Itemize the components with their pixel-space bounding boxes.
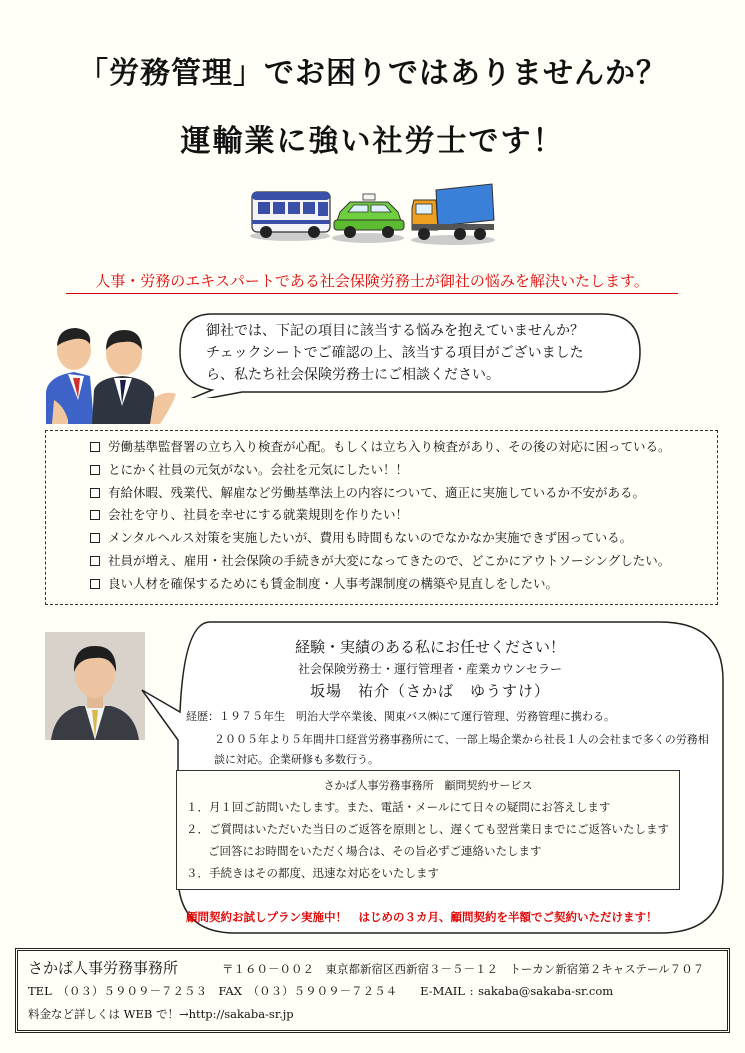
checklist-item[interactable]: 会社を守り、社員を幸せにする就業規則を作りたい！ [90, 504, 717, 527]
profile-name: 坂場 祐介（さかば ゆうすけ） [309, 682, 550, 700]
profile-heading: 経験・実績のある私にお任せください！ [294, 638, 565, 656]
checklist-item[interactable]: とにかく社員の元気がない。会社を元気にしたい！！ [90, 459, 717, 482]
website-link[interactable]: 料金など詳しくは WEB で！→http://sakaba-sr.jp [28, 1007, 294, 1021]
checkbox-icon[interactable] [90, 556, 100, 566]
page-subtitle-headline: 運輸業に強い社労士です！ [180, 124, 565, 159]
profile-bio-line-3: 談に対応。企業研修も多数行う。 [214, 753, 379, 766]
bus-icon [250, 192, 330, 241]
office-name: さかば人事労務事務所 [28, 959, 179, 977]
service-item-3: ３．手続きはその都度、迅速な対応をいたします [186, 866, 439, 880]
person-right-icon [92, 330, 176, 424]
checkbox-icon[interactable] [90, 488, 100, 498]
checklist-item[interactable]: 良い人材を確保するためにも賃金制度・人事考課制度の構築や見直しをしたい。 [90, 573, 717, 596]
checklist-item[interactable]: 社員が増え、雇用・社会保険の手続きが大変になってきたので、どこかにアウトソーシングしたい。 [90, 550, 717, 573]
taxi-icon [332, 194, 404, 243]
vehicles-illustration [248, 180, 498, 250]
profile-photo [45, 632, 145, 740]
intro-bubble-text [206, 320, 636, 386]
profile-bio-line-2: ２００５年より５年間井口経営労務事務所にて、一部上場企業から社長１人の会社まで多くの労務相 [214, 733, 709, 746]
businessmen-illustration [44, 320, 180, 424]
checkbox-icon[interactable] [90, 533, 100, 543]
checklist-item[interactable]: メンタルヘルス対策を実施したいが、費用も時間もないのでなかなか実施できず困っている。 [90, 527, 717, 550]
intro-line-1: 御社では、下記の項目に該当する悩みを抱えていませんか？ [206, 323, 584, 339]
intro-line-3: ら、私たち社会保険労務士にご相談ください。 [206, 367, 500, 383]
contact-info[interactable]: TEL （０３）５９０９－７２５３ FAX （０３）５９０９－７２５４ E-MAIL : sakaba@sakaba-sr.com [28, 984, 614, 998]
service-item-1: １．月１回ご訪問いたします。また、電話・メールにて日々の疑問にお答えします [186, 800, 611, 814]
intro-subtitle: 人事・労務のエキスパートである社会保険労務士が御社の悩みを解決いたします。 [66, 270, 678, 294]
truck-icon [411, 184, 495, 245]
checkbox-icon[interactable] [90, 510, 100, 520]
checkbox-icon[interactable] [90, 465, 100, 475]
intro-line-2: チェックシートでご確認の上、該当する項目がございました [206, 345, 584, 361]
profile-bio-1: 経歴：１９７５年生 明治大学卒業後、関東バス㈱にて運行管理、労務管理に携わる。 [186, 710, 615, 723]
checklist-item[interactable]: 労働基準監督署の立ち入り検査が心配。もしくは立ち入り検査があり、その後の対応に困っている。 [90, 436, 717, 459]
checklist-item[interactable]: 有給休暇、残業代、解雇など労働基準法上の内容について、適正に実施しているか不安がある。 [90, 482, 717, 505]
page-title: 「労務管理」でお困りではありませんか？ [78, 56, 667, 91]
checkbox-icon[interactable] [90, 579, 100, 589]
checkbox-icon[interactable] [90, 442, 100, 452]
profile-bio-2 [214, 730, 714, 770]
service-item-2: ２．ご質問はいただいた当日のご返答を原則とし、遅くても翌営業日までにご返答いたします [186, 822, 669, 836]
profile-role: 社会保険労務士・運行管理者・産業カウンセラー [297, 662, 562, 676]
person-left-icon [46, 328, 94, 424]
service-title: さかば人事労務事務所 顧問契約サービス [323, 779, 533, 792]
concern-checklist [45, 430, 718, 605]
campaign-notice: 顧問契約お試しプラン実施中！ はじめの３カ月、顧問契約を半額でご契約いただけます！ [186, 910, 658, 924]
office-address: 〒１６０－００２ 東京都新宿区西新宿３－５－１２ トーカン新宿第２キャステール７０７ [222, 962, 705, 976]
service-item-2-continued: ご回答にお時間をいただく場合は、その旨必ずご連絡いたします [208, 844, 542, 858]
